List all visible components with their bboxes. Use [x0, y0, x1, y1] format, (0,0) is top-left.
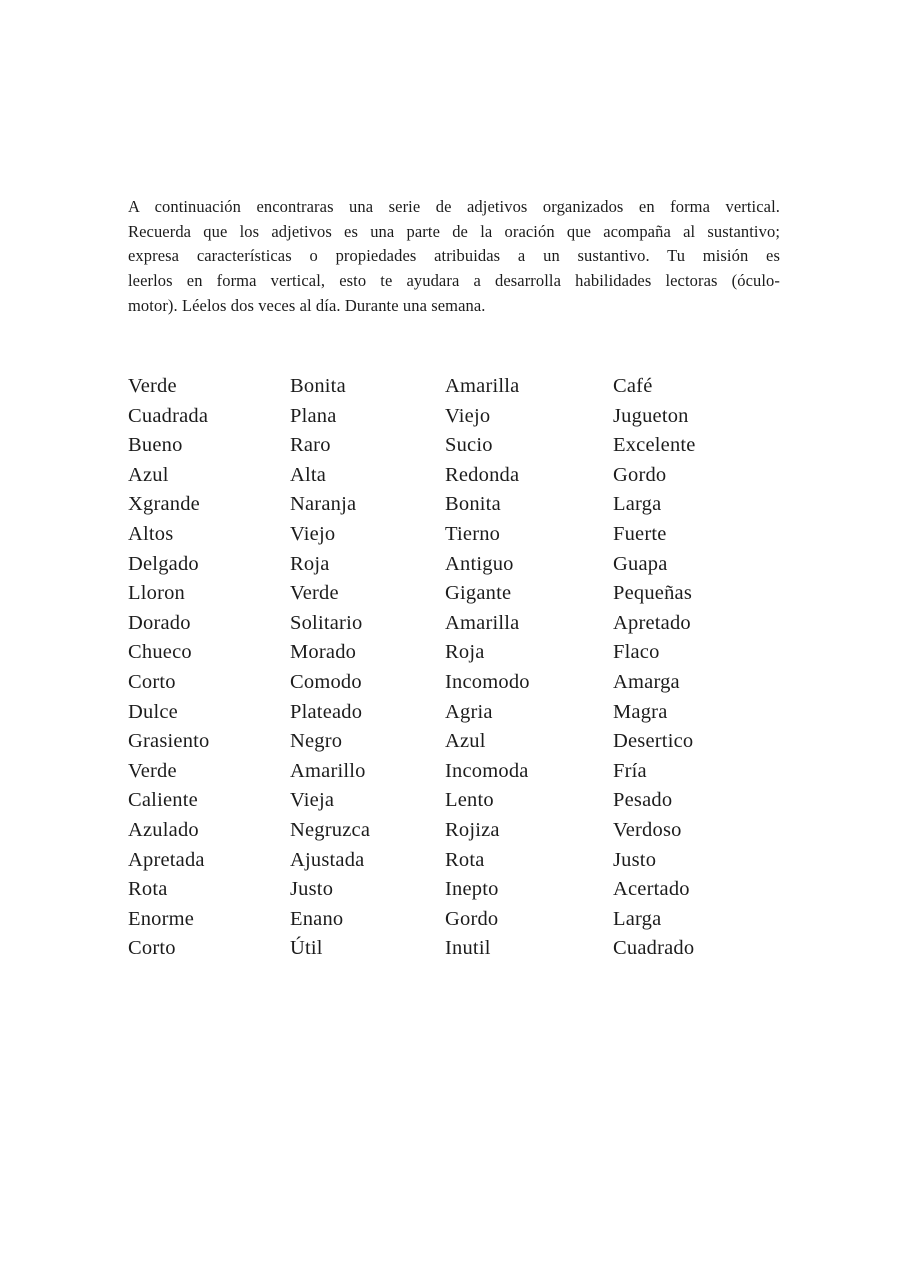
word-item: Azul	[128, 463, 169, 486]
word-item: Chueco	[128, 641, 192, 664]
word-item: Gordo	[613, 463, 667, 486]
word-item: Fría	[613, 759, 647, 782]
word-item: Enano	[290, 907, 344, 930]
word-item: Corto	[128, 937, 176, 960]
word-item: Útil	[290, 937, 323, 960]
word-item: Bonita	[445, 493, 501, 516]
adjective-column	[445, 372, 605, 964]
word-item: Altos	[128, 522, 174, 545]
word-item: Naranja	[290, 493, 357, 516]
word-item: Amarilla	[445, 611, 520, 634]
word-item: Lento	[445, 789, 494, 812]
word-item: Grasiento	[128, 730, 210, 753]
word-item: Lloron	[128, 582, 185, 605]
word-item: Apretado	[613, 611, 691, 634]
word-item: Justo	[290, 878, 334, 901]
word-item: Amarga	[613, 670, 680, 693]
word-item: Magra	[613, 700, 668, 723]
word-item: Antiguo	[445, 552, 514, 575]
word-item: Tierno	[445, 522, 501, 545]
adjective-column	[128, 372, 288, 964]
word-item: Plana	[290, 404, 337, 427]
word-item: Morado	[290, 641, 357, 664]
word-item: Amarilla	[445, 375, 520, 397]
word-item: Agria	[445, 700, 493, 723]
word-item: Pesado	[613, 789, 673, 812]
word-item: Pequeñas	[613, 582, 693, 605]
word-item: Verde	[128, 759, 177, 782]
word-item: Cuadrada	[128, 404, 209, 427]
adjective-column	[613, 372, 773, 964]
word-item: Alta	[290, 463, 327, 486]
word-item: Delgado	[128, 552, 199, 575]
word-item: Rota	[128, 878, 168, 901]
word-item: Acertado	[613, 878, 690, 901]
word-item: Apretada	[128, 848, 205, 871]
word-item: Jugueton	[613, 404, 689, 427]
word-item: Guapa	[613, 552, 668, 575]
word-item: Justo	[613, 848, 657, 871]
word-item: Excelente	[613, 434, 696, 457]
word-item: Dorado	[128, 611, 191, 634]
word-item: Viejo	[445, 404, 491, 427]
word-item: Flaco	[613, 641, 660, 664]
word-item: Verde	[290, 582, 339, 605]
word-item: Plateado	[290, 700, 363, 723]
word-item: Verdoso	[613, 818, 682, 841]
word-item: Caliente	[128, 789, 198, 812]
adjective-column	[290, 372, 450, 964]
word-item: Comodo	[290, 670, 362, 693]
instructions-line: leerlos en forma vertical, esto te ayudara a desarrolla habilidades lectoras (óculo-	[128, 270, 780, 290]
word-item: Bueno	[128, 434, 183, 457]
word-item: Negro	[290, 730, 343, 753]
word-item: Xgrande	[128, 493, 200, 516]
word-item: Desertico	[613, 730, 694, 753]
word-item: Viejo	[290, 522, 336, 545]
word-item: Gordo	[445, 907, 499, 930]
word-item: Azulado	[128, 818, 199, 841]
instructions-line: Recuerda que los adjetivos es una parte de la oración que acompaña al sustantivo;	[128, 221, 780, 241]
word-item: Solitario	[290, 611, 363, 634]
word-item: Inutil	[445, 937, 491, 960]
word-item: Verde	[128, 375, 177, 397]
word-item: Vieja	[290, 789, 335, 812]
word-item: Ajustada	[290, 848, 365, 871]
instructions-line: A continuación encontraras una serie de adjetivos organizados en forma vertical.	[128, 197, 780, 216]
word-item: Bonita	[290, 375, 346, 397]
word-item: Amarillo	[290, 759, 366, 782]
word-item: Rojiza	[445, 818, 500, 841]
word-item: Azul	[445, 730, 486, 753]
word-item: Incomodo	[445, 670, 530, 693]
word-item: Dulce	[128, 700, 178, 723]
word-item: Cuadrado	[613, 937, 695, 960]
instructions-line: motor). Léelos dos veces al día. Durante una semana.	[128, 295, 486, 315]
word-item: Inepto	[445, 878, 499, 901]
word-item: Gigante	[445, 582, 512, 605]
word-item: Enorme	[128, 907, 195, 930]
word-item: Redonda	[445, 463, 520, 486]
word-item: Raro	[290, 434, 331, 457]
word-item: Larga	[613, 907, 662, 930]
word-item: Corto	[128, 670, 176, 693]
word-item: Larga	[613, 493, 662, 516]
word-item: Roja	[290, 552, 330, 575]
word-item: Roja	[445, 641, 485, 664]
word-item: Incomoda	[445, 759, 529, 782]
word-item: Fuerte	[613, 522, 667, 545]
instructions-paragraph	[128, 195, 780, 318]
instructions-line: expresa características o propiedades atribuidas a un sustantivo. Tu misión es	[128, 246, 780, 266]
word-item: Rota	[445, 848, 485, 871]
word-item: Negruzca	[290, 818, 371, 841]
word-item: Café	[613, 375, 653, 397]
word-item: Sucio	[445, 434, 493, 457]
